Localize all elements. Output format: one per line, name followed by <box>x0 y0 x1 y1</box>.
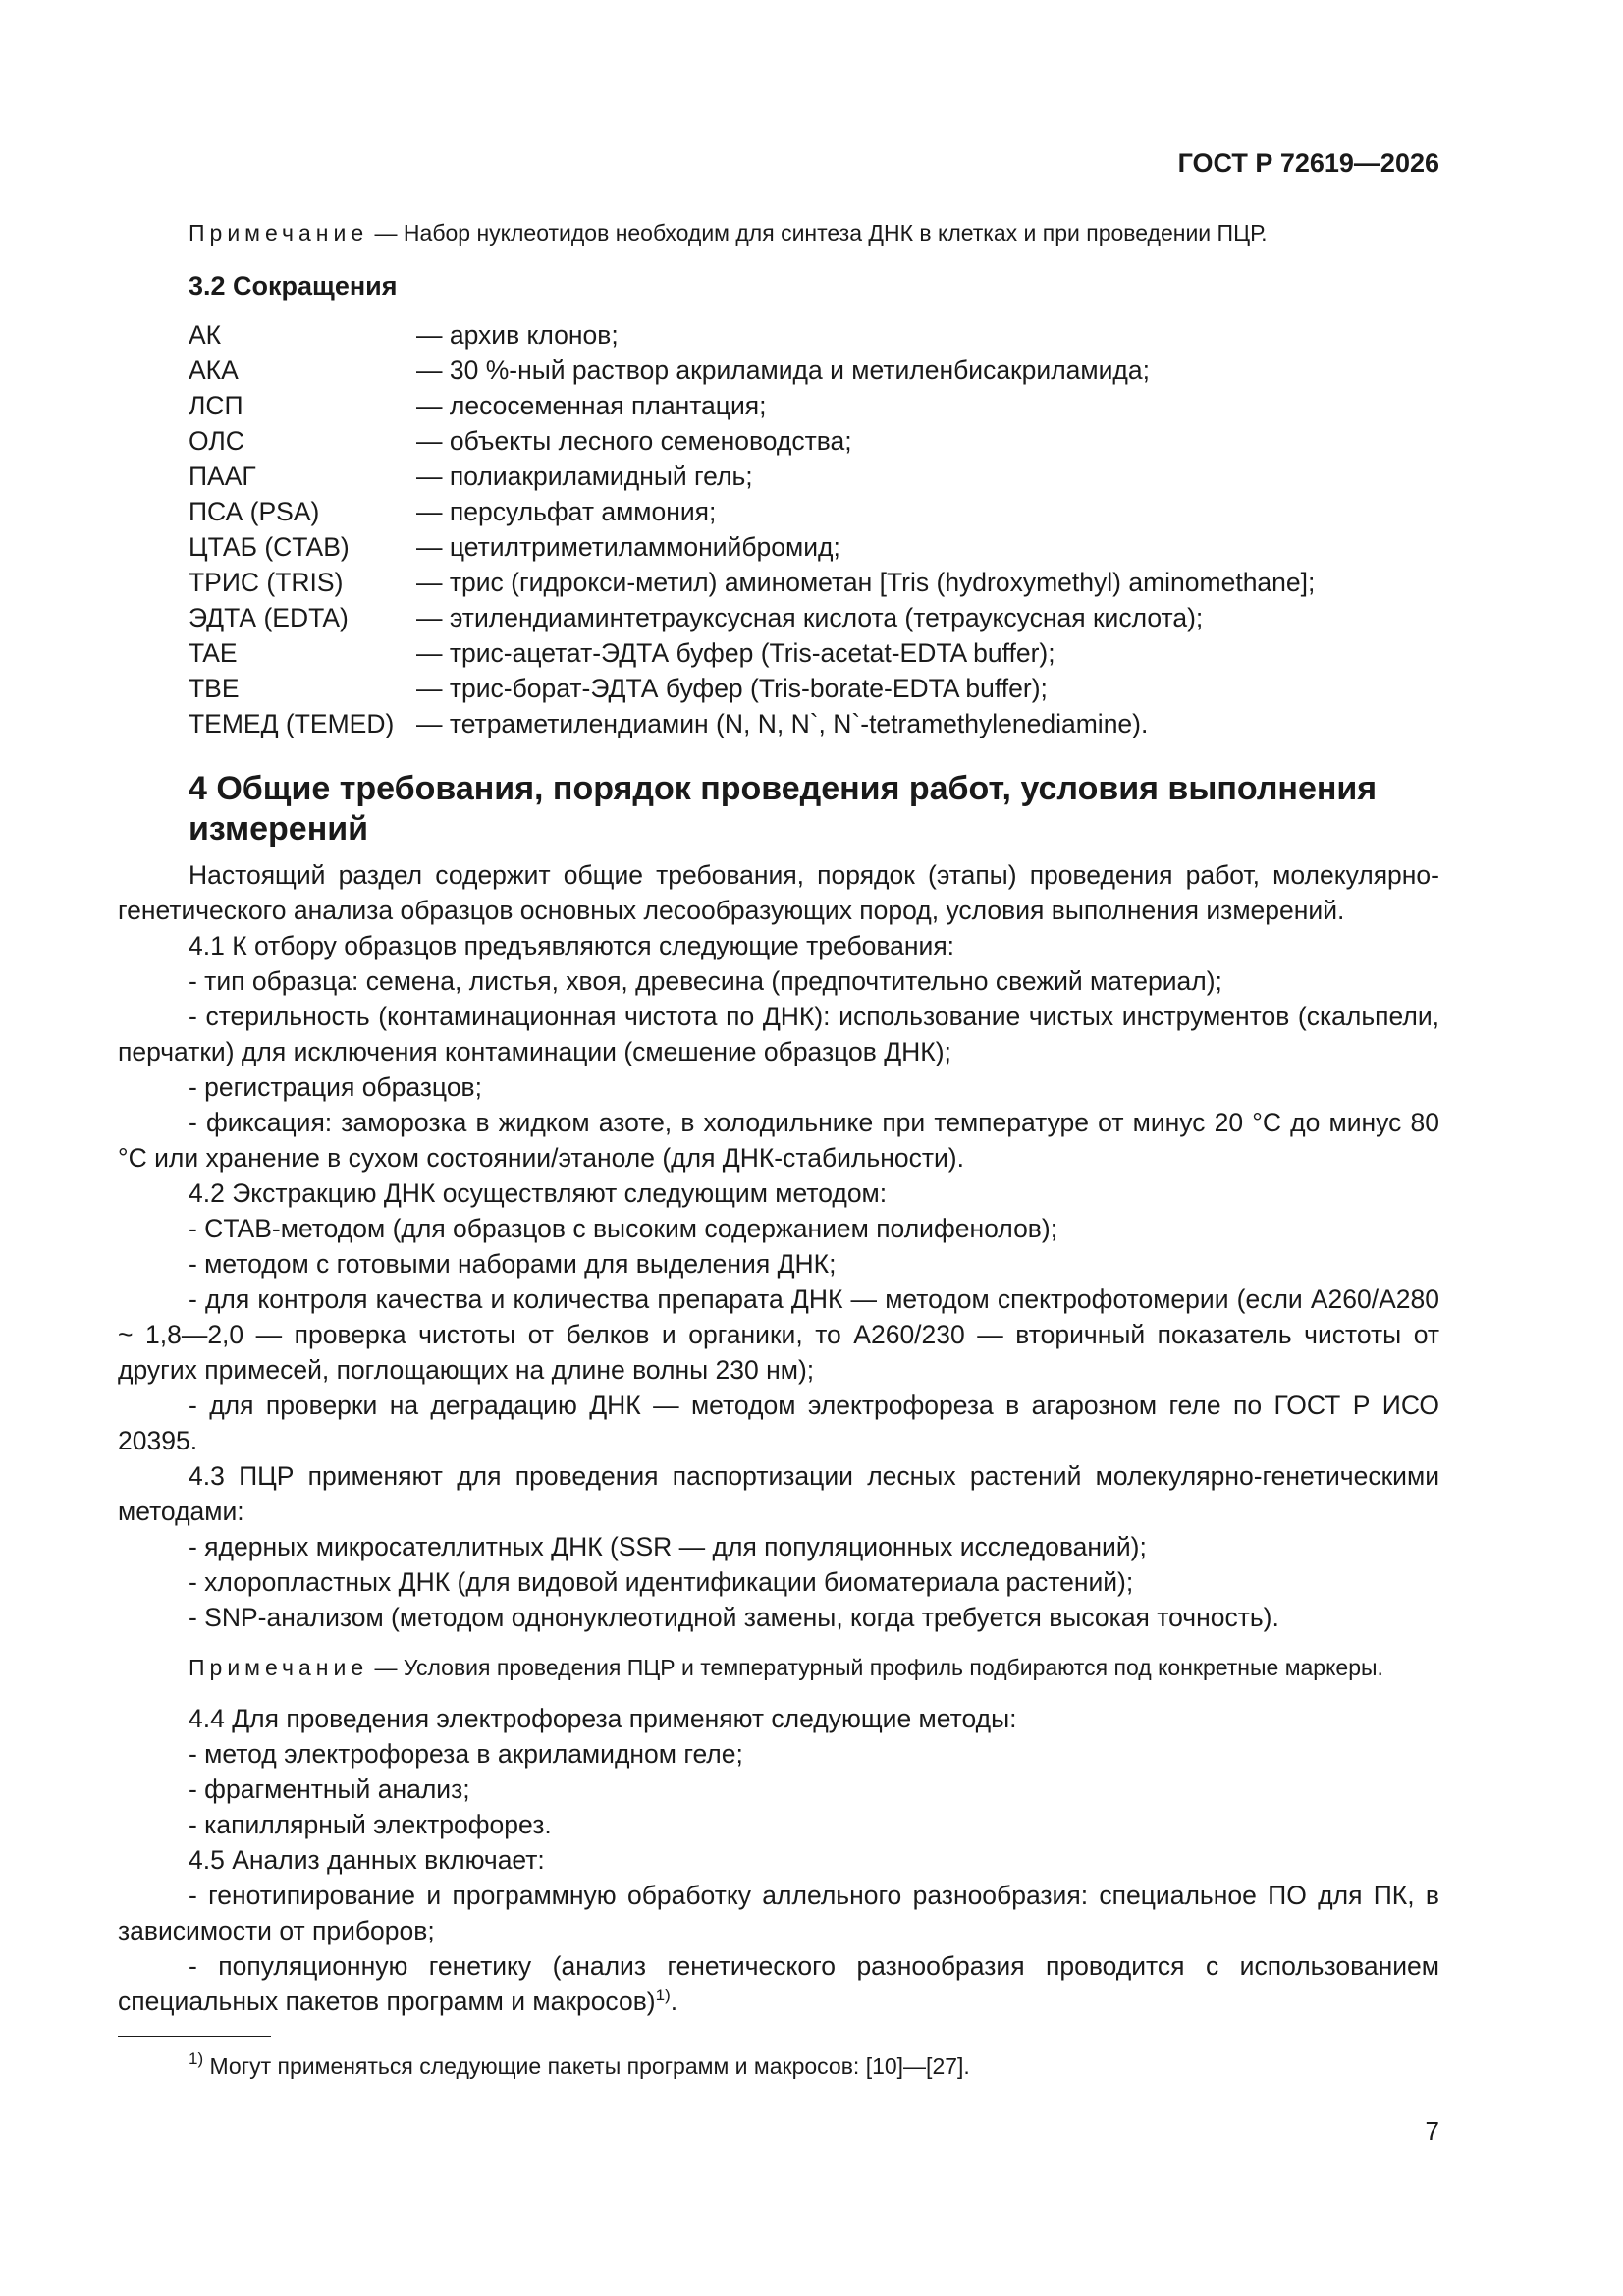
abbr-term: АКА <box>189 355 239 385</box>
abbr-term: ПСА (PSA) <box>189 497 320 526</box>
abbr-definition: — полиакриламидный гель; <box>416 462 753 491</box>
abbr-term: ОЛС <box>189 426 244 456</box>
abbr-definition: — трис-борат-ЭДТА буфер (Tris-borate-EDTA buffer); <box>416 674 1048 703</box>
abbr-term: ЛСП <box>189 391 243 420</box>
abbreviation-row <box>189 635 1439 671</box>
document-header-id: ГОСТ Р 72619—2026 <box>1177 148 1439 178</box>
list-item: - стерильность (контаминационная чистота по ДНК): использование чистых инструментов (скальпели, перчатки) для исключения контаминации (смешение образцов ДНК); <box>118 1002 1439 1066</box>
abbr-definition: — трис (гидрокси-метил) аминометан [Tris (hydroxymethyl) aminomethane]; <box>416 568 1316 597</box>
abbr-term: ТРИС (TRIS) <box>189 568 344 597</box>
clause-4-3: 4.3 ПЦР применяют для проведения паспортизации лесных растений молекулярно-генетическими методами: <box>118 1461 1439 1526</box>
list-item: - фиксация: заморозка в жидком азоте, в холодильнике при температуре от минус 20 °С до минус 80 °С или хранение в сухом состоянии/этаноле (для ДНК-стабильности). <box>118 1108 1439 1173</box>
note-2-label: Примечание <box>189 1655 369 1680</box>
abbr-definition: — трис-ацетат-ЭДТА буфер (Tris-acetat-EDTA buffer); <box>416 638 1055 668</box>
note-2 <box>118 1653 1439 1683</box>
list-item: - SNP-анализом (методом однонуклеотидной замены, когда требуется высокая точность). <box>189 1603 1279 1632</box>
abbr-term: ЦТАБ (CTAB) <box>189 532 350 562</box>
abbr-definition: — лесосеменная плантация; <box>416 391 767 420</box>
abbreviation-row <box>189 388 1439 423</box>
abbreviation-row <box>189 706 1439 741</box>
abbreviation-row <box>189 600 1439 635</box>
page-content <box>118 218 1439 2019</box>
list-item <box>118 1948 1439 2019</box>
abbreviation-row <box>189 494 1439 529</box>
list-item: - фрагментный анализ; <box>189 1775 470 1804</box>
clause-4-1: 4.1 К отбору образцов предъявляются следующие требования: <box>189 931 955 960</box>
clause-4-2: 4.2 Экстракцию ДНК осуществляют следующим методом: <box>189 1178 888 1208</box>
clause-4-4: 4.4 Для проведения электрофореза применяют следующие методы: <box>189 1704 1017 1733</box>
abbreviation-row <box>189 423 1439 459</box>
abbreviation-list <box>189 317 1439 741</box>
list-item: - капиллярный электрофорез. <box>189 1810 552 1839</box>
abbr-term: АК <box>189 320 222 350</box>
list-item: - тип образца: семена, листья, хвоя, древесина (предпочтительно свежий материал); <box>189 966 1222 996</box>
abbreviation-row <box>189 459 1439 494</box>
list-item: - метод электрофореза в акриламидном геле; <box>189 1739 743 1769</box>
abbreviation-row <box>189 317 1439 353</box>
list-item: - генотипирование и программную обработку аллельного разнообразия: специальное ПО для ПК, в зависимости от приборов; <box>118 1881 1439 1945</box>
list-item: - хлоропластных ДНК (для видовой идентификации биоматериала растений); <box>189 1567 1134 1597</box>
section-3-2-title: 3.2 Сокращения <box>189 271 398 301</box>
section-4-title: 4 Общие требования, порядок проведения работ, условия выполнения измерений <box>189 770 1378 847</box>
abbreviation-row <box>189 565 1439 600</box>
abbr-definition: — этилендиаминтетрауксусная кислота (тетрауксусная кислота); <box>416 603 1204 632</box>
abbr-term: TBE <box>189 674 240 703</box>
section-4-intro: Настоящий раздел содержит общие требования, порядок (этапы) проведения работ, молекулярно-генетического анализа образцов основных лесообразующих пород, условия выполнения измерений. <box>118 860 1439 925</box>
abbr-definition: — архив клонов; <box>416 320 619 350</box>
note-1-label: Примечание <box>189 220 369 246</box>
list-item: - для контроля качества и количества препарата ДНК — методом спектрофотомерии (если A260/A280 ~ 1,8—2,0 — проверка чистоты от белков и органики, то A260/230 — вторичный показатель чистоты от других примесей, поглощающих на длине волны 230 нм); <box>118 1285 1439 1385</box>
note-1 <box>118 218 1439 248</box>
list-item: - методом с готовыми наборами для выделения ДНК; <box>189 1249 837 1279</box>
page-number: 7 <box>1425 2116 1439 2146</box>
list-item: - регистрация образцов; <box>189 1072 482 1102</box>
abbr-definition: — цетилтриметиламмонийбромид; <box>416 532 840 562</box>
abbreviation-row <box>189 353 1439 388</box>
list-item: - CTAB-методом (для образцов с высоким содержанием полифенолов); <box>189 1214 1058 1243</box>
abbr-definition: — объекты лесного семеноводства; <box>416 426 852 456</box>
abbr-term: ПААГ <box>189 462 256 491</box>
abbr-term: ЭДТА (EDTA) <box>189 603 349 632</box>
note-2-text: — Условия проведения ПЦР и температурный профиль подбираются под конкретные маркеры. <box>368 1655 1383 1680</box>
abbr-definition: — 30 %-ный раствор акриламида и метиленбисакриламида; <box>416 355 1150 385</box>
abbreviation-row <box>189 529 1439 565</box>
footnote-mark: 1) <box>189 2050 204 2068</box>
footnote-divider <box>118 2036 271 2037</box>
abbr-definition: — персульфат аммония; <box>416 497 717 526</box>
clause-4-5: 4.5 Анализ данных включает: <box>189 1845 545 1875</box>
abbr-definition: — тетраметилендиамин (N, N, N`, N`-tetramethylenediamine). <box>416 709 1149 738</box>
list-item: - ядерных микросателлитных ДНК (SSR — для популяционных исследований); <box>189 1532 1147 1561</box>
footnote-text: Могут применяться следующие пакеты программ и макросов: [10]—[27]. <box>203 2053 970 2079</box>
footnote-reference: 1) <box>655 1986 671 2004</box>
abbr-term: TAE <box>189 638 238 668</box>
note-1-text: — Набор нуклеотидов необходим для синтеза ДНК в клетках и при проведении ПЦР. <box>368 220 1268 246</box>
list-item-end: . <box>670 1987 678 2016</box>
abbr-term: ТЕМЕД (TEMED) <box>189 709 395 738</box>
abbreviation-row <box>189 671 1439 706</box>
footnote <box>189 2051 970 2081</box>
list-item: - для проверки на деградацию ДНК — методом электрофореза в агарозном геле по ГОСТ Р ИСО 20395. <box>118 1391 1439 1455</box>
list-item-text: - популяционную генетику (анализ генетического разнообразия проводится с использованием специальных пакетов программ и макросов) <box>118 1951 1439 2016</box>
